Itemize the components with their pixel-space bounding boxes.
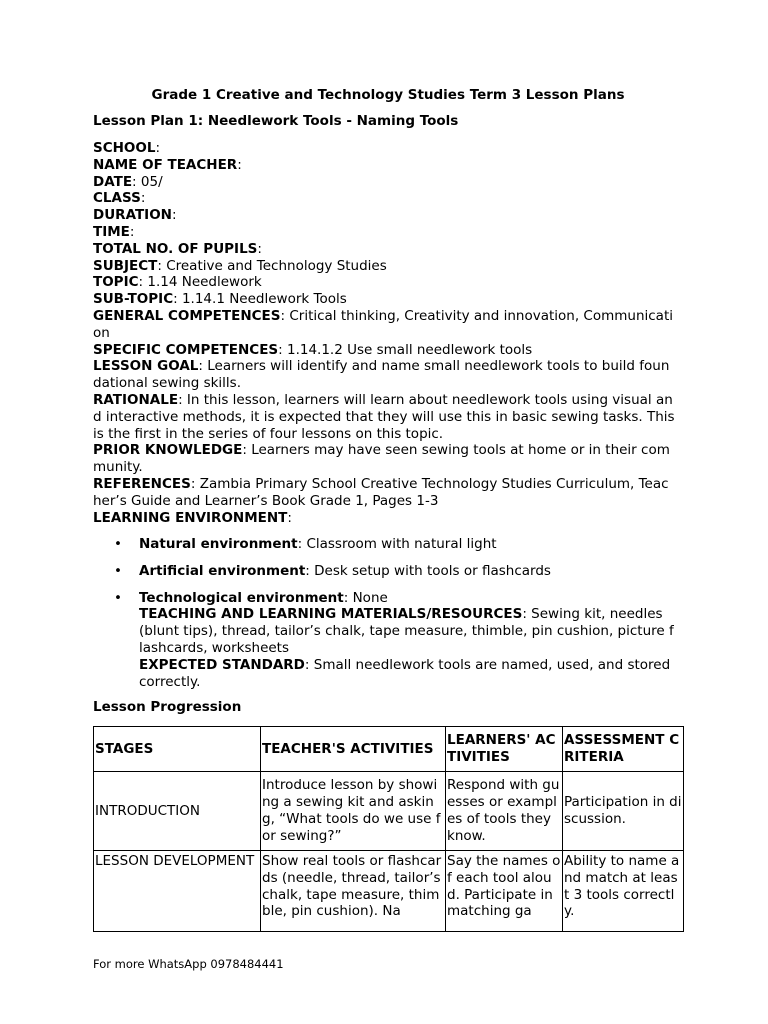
bullet-icon: • (114, 589, 122, 606)
field-value: Learners may have seen sewing tools at home or in their community. (93, 442, 670, 476)
field-class: CLASS: (93, 190, 146, 207)
env-label: Natural environment (139, 536, 298, 552)
expected-value: Small needlework tools are named, used, and stored correctly. (139, 656, 671, 690)
field-value: Creative and Technology Studies (161, 257, 387, 274)
field-label: TOPIC (93, 274, 139, 291)
table-cell: Ability to name and match at least 3 tools correctly. (563, 851, 684, 932)
field-label: SCHOOL (93, 140, 156, 156)
materials-line: TEACHING AND LEARNING MATERIALS/RESOURCES: Sewing kit, needles (blunt tips), thread, tailor’s chalk, tape measure, thimble, pin cushion, picture flashcards, worksheets (139, 606, 674, 656)
lesson-fields (93, 140, 677, 526)
field-value: 1.14.1.2 Use small needlework tools (282, 341, 533, 358)
table-header-cell: ASSESSMENT CRITERIA (563, 727, 684, 772)
field-prior-knowledge: PRIOR KNOWLEDGE: Learners may have seen sewing tools at home or in their community. (93, 442, 670, 476)
footer-contact: For more WhatsApp 0978484441 (93, 957, 284, 971)
table-cell: Say the names of each tool aloud. Participate in matching ga (446, 851, 563, 932)
table-row (94, 851, 684, 932)
table-cell: Respond with guesses or examples of tools they know. (446, 772, 563, 851)
env-value: None (348, 589, 388, 606)
field-topic: TOPIC: 1.14 Needlework (93, 274, 262, 291)
field-label: LESSON GOAL (93, 358, 199, 375)
lesson-progression-heading: Lesson Progression (93, 699, 242, 715)
env-value: Classroom with natural light (302, 536, 497, 552)
bullet-icon: • (114, 536, 122, 552)
field-rationale: RATIONALE: In this lesson, learners will learn about needlework tools using visual and interactive methods, it is expected that they will use this in basic sewing tasks. This is the first in the series of four lessons on this topic. (93, 391, 675, 442)
field-value: 1.14 Needlework (143, 274, 262, 291)
env-value: Desk setup with tools or flashcards (309, 562, 551, 579)
bullet-icon: • (114, 562, 122, 579)
field-label: DATE (93, 173, 133, 190)
table-header-cell: TEACHER'S ACTIVITIES (261, 727, 446, 772)
field-label: SUBJECT (93, 257, 158, 274)
field-subject: SUBJECT: Creative and Technology Studies (93, 257, 387, 274)
field-label: RATIONALE (93, 391, 179, 408)
field-learning-environment: LEARNING ENVIRONMENT: (93, 509, 292, 526)
field-label: SPECIFIC COMPETENCES (93, 341, 279, 358)
field-value: 05/ (136, 173, 163, 190)
field-general-competences: GENERAL COMPETENCES: Critical thinking, Creativity and innovation, Communication (93, 307, 674, 341)
lesson-progression-table (93, 726, 684, 932)
field-value: Learners will identify and name small needlework tools to build foundational sewing skills. (93, 358, 670, 392)
field-label: LEARNING ENVIRONMENT (93, 509, 288, 526)
document-title: Grade 1 Creative and Technology Studies Term 3 Lesson Plans (151, 87, 625, 103)
env-label: Technological environment (139, 589, 344, 606)
materials-value: Sewing kit, needles (blunt tips), thread, tailor’s chalk, tape measure, thimble, pin cushion, picture flashcards, worksheets (139, 606, 674, 656)
field-label: CLASS (93, 190, 141, 207)
expected-standard-line: EXPECTED STANDARD: Small needlework tools are named, used, and stored correctly. (139, 656, 671, 690)
table-cell: Introduce lesson by showing a sewing kit and asking, “What tools do we use for sewing?” (261, 772, 446, 851)
table-header-row (94, 727, 684, 772)
environment-list (93, 536, 677, 700)
table-cell: INTRODUCTION (94, 772, 261, 851)
field-label: SUB-TOPIC (93, 291, 174, 308)
env-label: Artificial environment (139, 562, 306, 579)
field-specific-competences: SPECIFIC COMPETENCES: 1.14.1.2 Use small needlework tools (93, 341, 533, 358)
field-lesson-goal: LESSON GOAL: Learners will identify and name small needlework tools to build foundational sewing skills. (93, 358, 670, 392)
expected-label: EXPECTED STANDARD (139, 656, 305, 673)
field-value: Zambia Primary School Creative Technology Studies Curriculum, Teacher’s Guide and Learner’s Book Grade 1, Pages 1-3 (93, 475, 669, 509)
table-cell: Show real tools or flashcards (needle, thread, tailor’s chalk, tape measure, thimble, pin cushion). Na (261, 851, 446, 932)
field-duration: DURATION: (93, 207, 177, 224)
table-row (94, 772, 684, 851)
table-cell: Participation in discussion. (563, 772, 684, 851)
field-value: In this lesson, learners will learn about needlework tools using visual and interactive methods, it is expected that they will use this in basic sewing tasks. This is the first in the series of four lessons on this topic. (93, 391, 675, 442)
table-cell: LESSON DEVELOPMENT (94, 851, 261, 932)
field-total-no-of-pupils: TOTAL NO. OF PUPILS: (93, 240, 262, 257)
field-time: TIME: (93, 223, 135, 240)
field-school: SCHOOL: (93, 140, 161, 156)
field-label: TIME (93, 223, 130, 240)
field-sub-topic: SUB-TOPIC: 1.14.1 Needlework Tools (93, 291, 347, 308)
field-value: Critical thinking, Creativity and innovation, Communication (93, 307, 674, 341)
env-item-technological: • Technological environment: None TEACHING AND LEARNING MATERIALS/RESOURCES: Sewing kit, needles (blunt tips), thread, tailor’s chalk, tape measure, thimble, pin cushion, picture flashcards, worksheets EXPECTED STANDARD: Small needlework tools are named, used, and stored correctly. (93, 590, 677, 691)
env-item-natural: • Natural environment: Classroom with natural light (114, 536, 497, 552)
field-label: NAME OF TEACHER (93, 156, 238, 173)
field-name-of-teacher: NAME OF TEACHER: (93, 156, 242, 173)
table-header-cell: STAGES (94, 727, 261, 772)
lesson-heading: Lesson Plan 1: Needlework Tools - Naming Tools (93, 113, 459, 129)
field-value: 1.14.1 Needlework Tools (177, 291, 347, 308)
field-label: TOTAL NO. OF PUPILS (93, 240, 258, 257)
field-label: GENERAL COMPETENCES (93, 307, 281, 324)
field-label: DURATION (93, 207, 172, 224)
materials-label: TEACHING AND LEARNING MATERIALS/RESOURCES (139, 606, 523, 623)
field-label: PRIOR KNOWLEDGE (93, 442, 243, 459)
field-references: REFERENCES: Zambia Primary School Creative Technology Studies Curriculum, Teacher’s Guide and Learner’s Book Grade 1, Pages 1-3 (93, 475, 669, 509)
field-date: DATE: 05/ (93, 173, 163, 190)
table-header-cell: LEARNERS' ACTIVITIES (446, 727, 563, 772)
field-label: REFERENCES (93, 475, 191, 492)
env-item-artificial: • Artificial environment: Desk setup with tools or flashcards (114, 562, 551, 579)
